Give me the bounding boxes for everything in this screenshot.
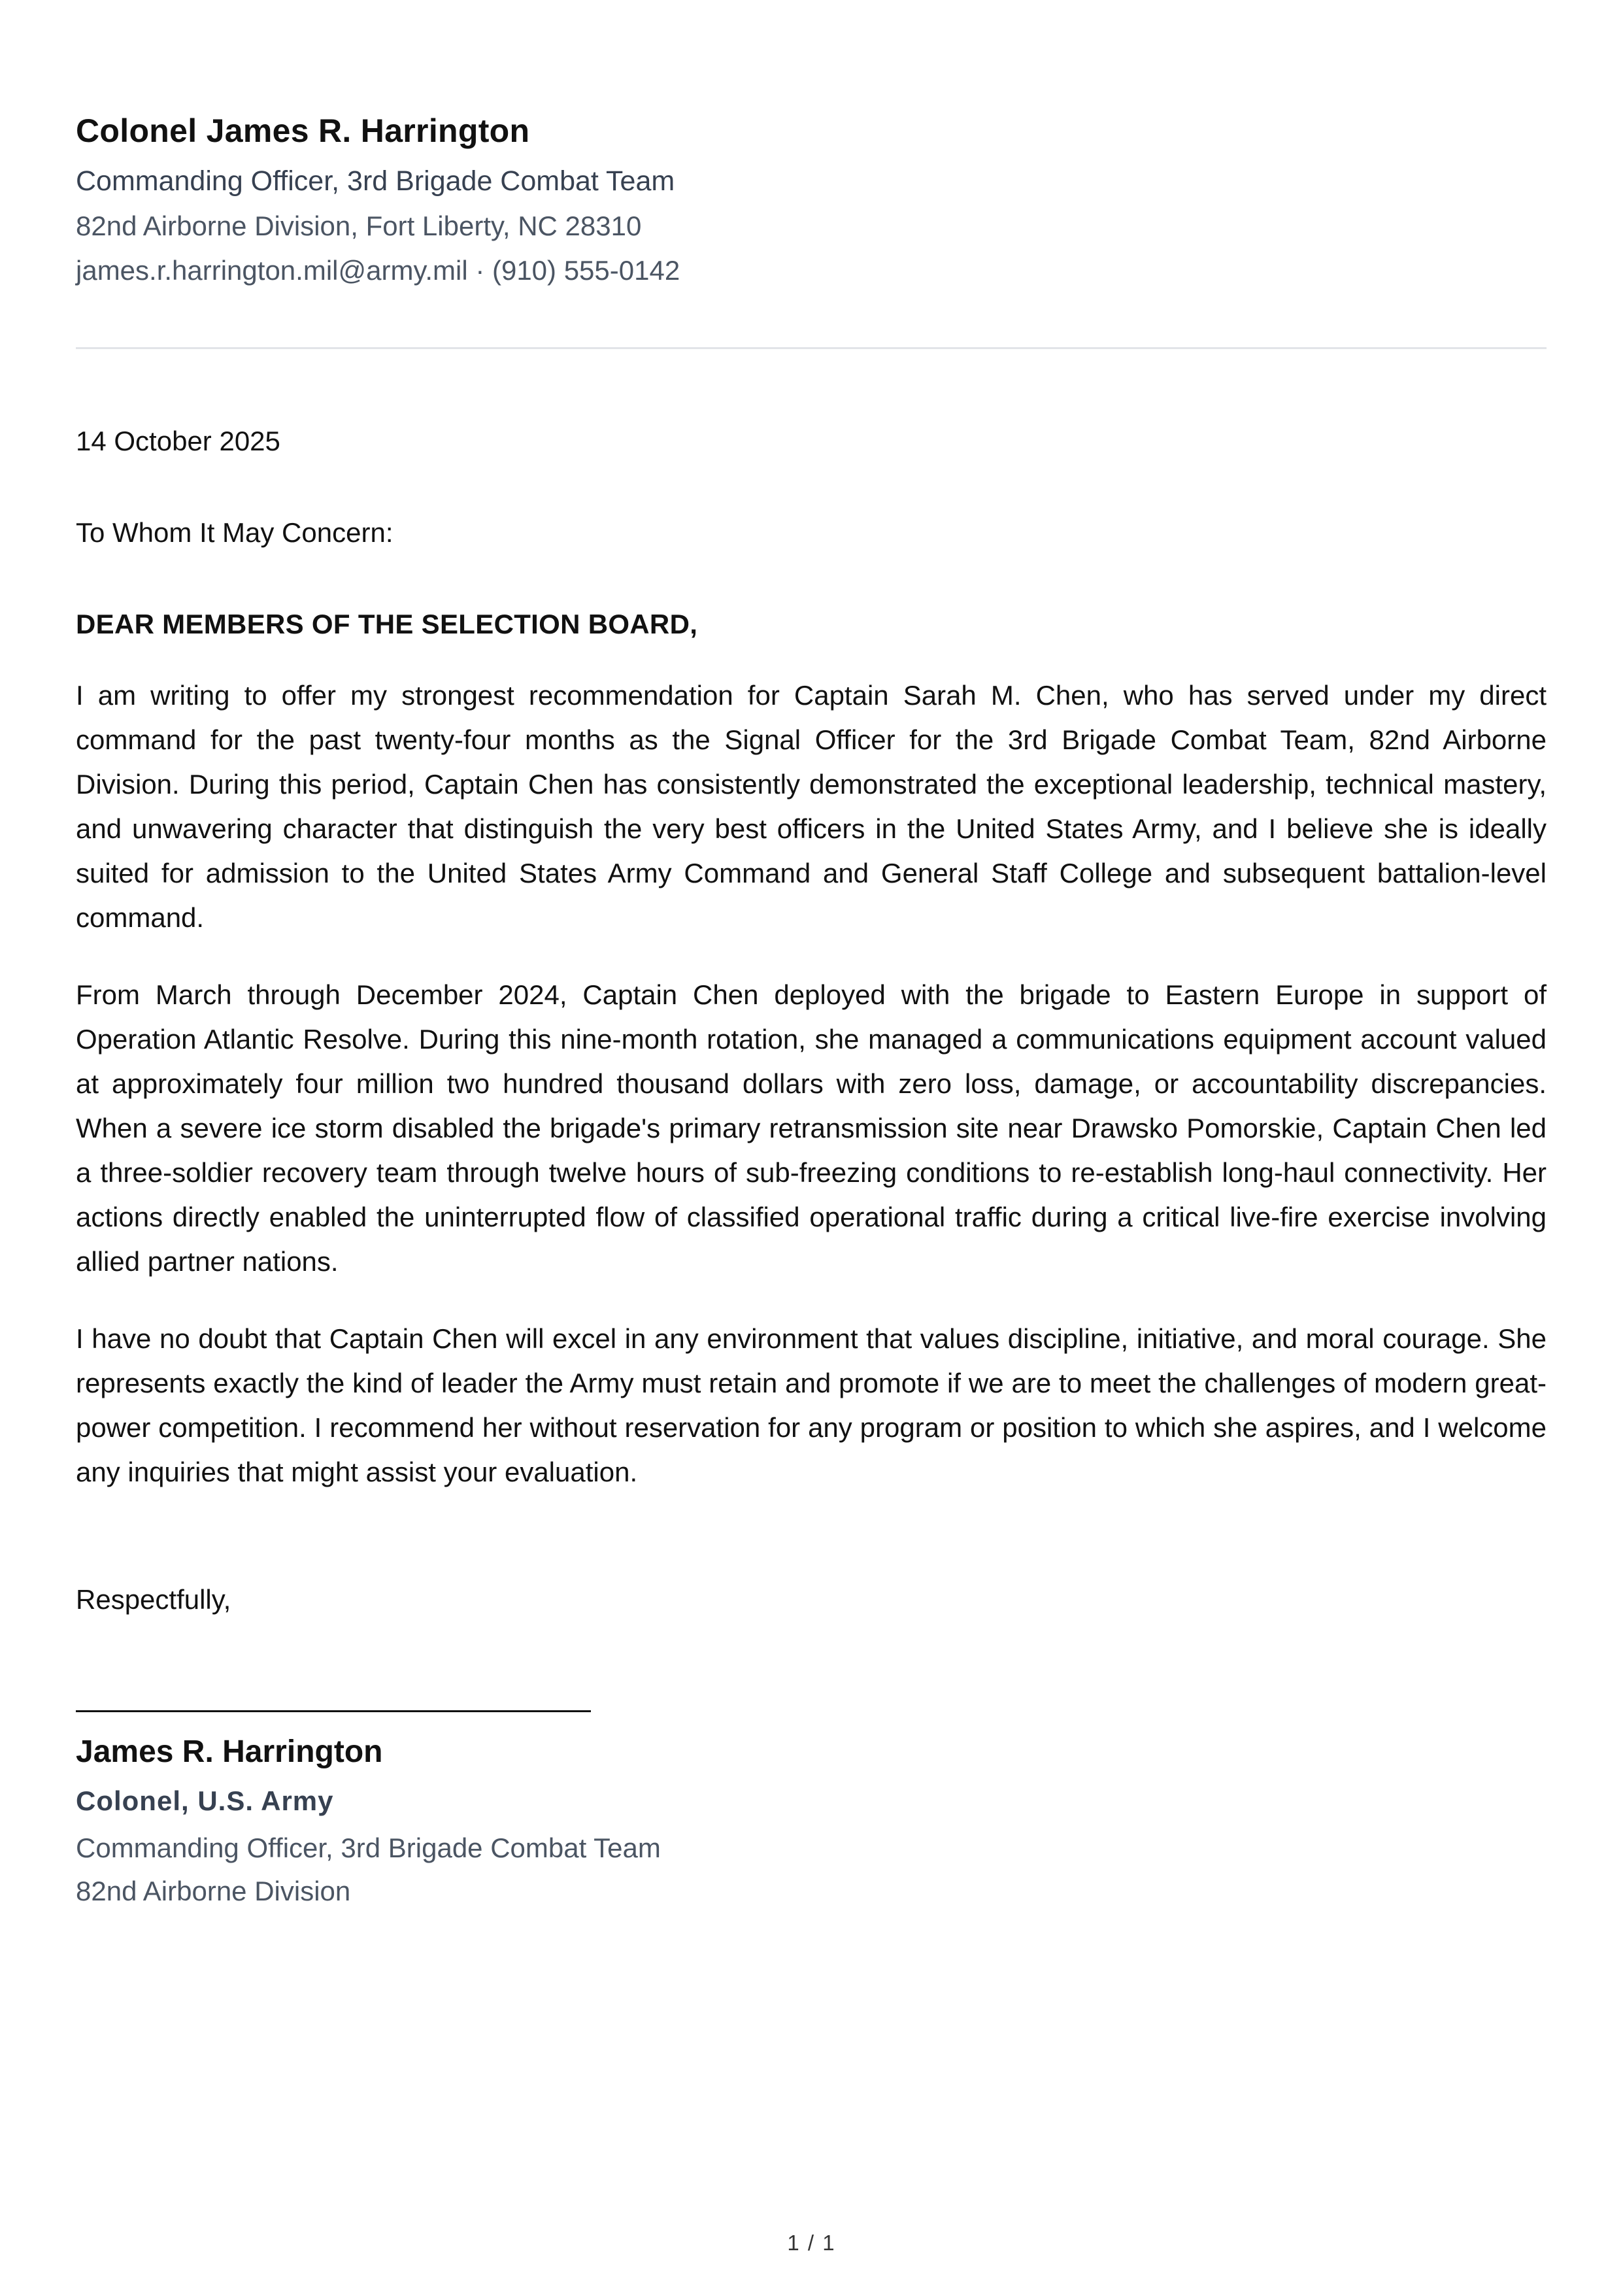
- signature-block: [76, 1726, 661, 1913]
- signature-position: Commanding Officer, 3rd Brigade Combat Team: [76, 1832, 661, 1863]
- sender-contact: james.r.harrington.mil@army.mil · (910) 555-0142: [76, 255, 680, 286]
- letter-salutation: To Whom It May Concern:: [76, 517, 393, 548]
- signature-line: [76, 1710, 591, 1712]
- letter-date: 14 October 2025: [76, 426, 280, 456]
- body-paragraph-2: From March through December 2024, Captain Chen deployed with the brigade to Eastern Europe in support of Operation Atlantic Resolve. During this nine-month rotation, she managed a communications equipment account valued at approximately four million two hundred thousand dollars with zero loss, damage, or accountability discrepancies. When a severe ice storm disabled the brigade's primary retransmission site near Drawsko Pomorskie, Captain Chen led a three-soldier recovery team through twelve hours of sub-freezing conditions to re-establish long-haul connectivity. Her actions directly enabled the uninterrupted flow of classified operational traffic during a critical live-fire exercise involving allied partner nations.: [76, 979, 1547, 1277]
- letter-body: [76, 418, 1547, 1494]
- signature-name: James R. Harrington: [76, 1734, 383, 1769]
- sender-name: Colonel James R. Harrington: [76, 112, 530, 149]
- body-paragraph-1: I am writing to offer my strongest recommendation for Captain Sarah M. Chen, who has served under my direct command for the past twenty-four months as the Signal Officer for the 3rd Brigade Combat Team, 82nd Airborne Division. During this period, Captain Chen has consistently demonstrated the exceptional leadership, technical mastery, and unwavering character that distinguish the very best officers in the United States Army, and I believe she is ideally suited for admission to the United States Army Command and General Staff College and subsequent battalion-level command.: [76, 680, 1547, 933]
- sender-address: 82nd Airborne Division, Fort Liberty, NC 28310: [76, 211, 642, 241]
- letterhead: [76, 105, 1547, 293]
- signature-rank: Colonel, U.S. Army: [76, 1785, 334, 1816]
- letter-greeting: DEAR MEMBERS OF THE SELECTION BOARD,: [76, 609, 698, 639]
- page-number: 1 / 1: [787, 2231, 836, 2255]
- sender-title: Commanding Officer, 3rd Brigade Combat Team: [76, 165, 675, 197]
- header-divider: [76, 347, 1547, 349]
- letter-closing: Respectfully,: [76, 1584, 231, 1615]
- signature-unit: 82nd Airborne Division: [76, 1876, 351, 1906]
- body-paragraph-3: I have no doubt that Captain Chen will excel in any environment that values discipline, initiative, and moral courage. She represents exactly the kind of leader the Army must retain and promote if we are to meet the challenges of modern great-power competition. I recommend her without reservation for any program or position to which she aspires, and I welcome any inquiries that might assist your evaluation.: [76, 1323, 1547, 1487]
